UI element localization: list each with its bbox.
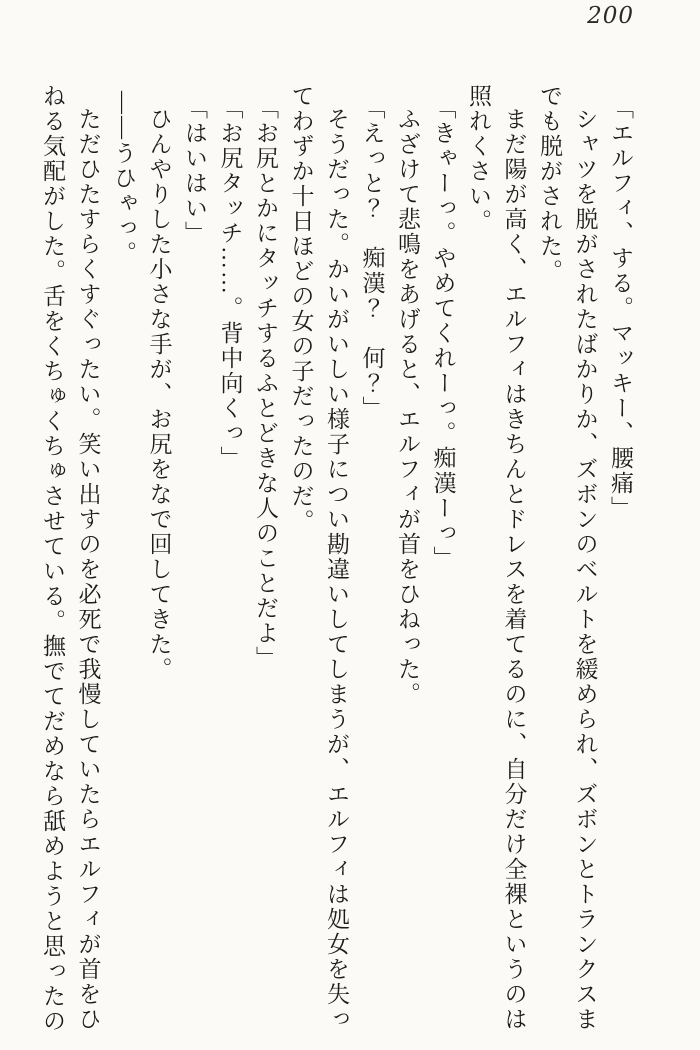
paragraph: 「えっと？ 痴漢？ 何？」 bbox=[359, 95, 385, 421]
paragraph: まだ陽が高く、エルフィはきちんとドレスを着てるのに、自分だけ全裸というのは照れくさい。 bbox=[466, 84, 527, 1032]
paragraph: シャツを脱がされたばかりか、ズボンのベルトを緩められ、ズボンとトランクスまでも脱がされた。 bbox=[537, 84, 598, 1032]
paragraph: 「お尻タッチ……。背中向くっ」 bbox=[217, 95, 243, 471]
paragraph: ふざけて悲鳴をあげると、エルフィが首をひねった。 bbox=[395, 107, 420, 707]
paragraph: 「きゃーっ。やめてくれーっ。痴漢ーっ」 bbox=[430, 95, 456, 571]
page-number: 200 bbox=[587, 3, 634, 29]
paragraph: 「エルフィ、する。マッキー、腰痛」 bbox=[608, 95, 633, 521]
paragraph: 「はいはい」 bbox=[182, 95, 207, 246]
vertical-text-block bbox=[35, 84, 639, 1046]
paragraph: 「お尻とかにタッチするふとどきな人のことだよ」 bbox=[253, 95, 278, 671]
paragraph: ひんやりした小さな手が、お尻をなで回してきた。 bbox=[146, 107, 172, 682]
paragraph: ただひたすらくすぐったい。笑い出すのを必死で我慢していたらエルフィが首をひねる気配がした。舌をくちゅくちゅさせている。撫でてだめなら舐めようと思ったの bbox=[40, 84, 101, 1034]
paragraph: そうだった。かいがいしい様子につい勘違いしてしまうが、エルフィは処女を失ってわずか十日ほどの女の子だったのだ。 bbox=[288, 84, 349, 1032]
paragraph: ――うひゃっ。 bbox=[111, 90, 136, 266]
